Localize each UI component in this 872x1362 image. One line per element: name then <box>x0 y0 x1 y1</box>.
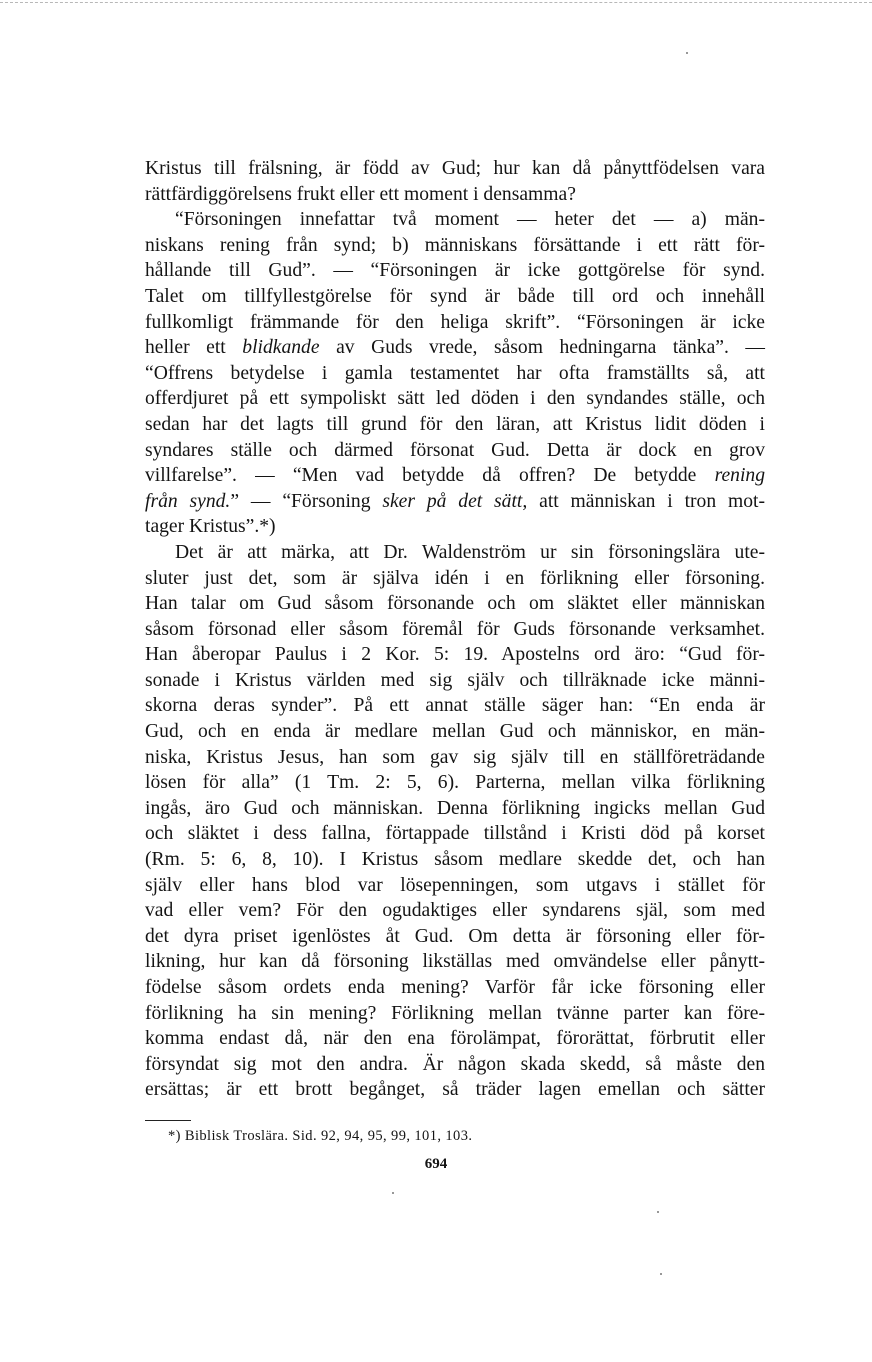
text-run: av Guds vrede, såsom hedningarna tänka”. — <box>319 337 765 359</box>
text-run: fullkomligt främmande för den heliga skrift”. “Försoningen är icke <box>145 311 765 333</box>
text-run: Det är att märka, att Dr. Waldenström ur sin försoningslära ute- <box>175 541 765 563</box>
text-run: rättfärdiggörelsens frukt eller ett moment i densamma? <box>145 183 576 205</box>
text-line <box>145 335 765 361</box>
text-run: ” — “Försoning <box>230 490 383 512</box>
text-line <box>145 745 765 771</box>
footnote: *) Biblisk Troslära. Sid. 92, 94, 95, 99, 101, 103. <box>168 1128 473 1144</box>
text-run: niskans rening från synd; b) människans försättande i ett rätt för- <box>145 234 765 256</box>
text-run: Kristus till frälsning, är född av Gud; hur kan då pånyttfödelsen vara <box>145 158 765 179</box>
text-run: komma endast då, när den ena förolämpat, förorättat, förbrutit eller <box>145 1028 765 1050</box>
text-run: skorna deras synder”. På ett annat ställe säger han: “En enda är <box>145 695 765 717</box>
text-run: och släktet i dess fallna, förtappade tillstånd i Kristi död på korset <box>145 823 765 845</box>
text-line <box>145 156 765 182</box>
italic-text: blidkande <box>242 337 320 359</box>
text-run: såsom försonad eller såsom föremål för Guds försonande verksamhet. <box>145 618 765 640</box>
text-run: heller ett <box>145 337 243 359</box>
text-run: offerdjuret på ett sympoliskt sätt led döden i den syndandes ställe, och <box>145 388 765 410</box>
italic-text: rening <box>714 465 765 487</box>
text-line <box>145 642 765 668</box>
text-line <box>145 489 765 515</box>
text-run: tager Kristus”.*) <box>145 516 276 538</box>
text-line <box>145 1052 765 1078</box>
text-line <box>145 924 765 950</box>
text-run: det dyra priset igenlöstes åt Gud. Om detta är försoning eller för- <box>145 925 765 947</box>
text-run: ersättas; är ett brott begånget, så träder lagen emellan och sätter <box>145 1079 765 1101</box>
text-run: sluter just det, som är själva idén i en förlikning eller försoning. <box>145 567 765 589</box>
text-line <box>145 540 765 566</box>
text-run: niska, Kristus Jesus, han som gav sig själv till en ställföreträdande <box>145 746 765 768</box>
text-run: sedan har det lagts till grund för den läran, att Kristus lidit döden i <box>145 413 765 435</box>
text-line <box>145 719 765 745</box>
text-run: villfarelse”. — “Men vad betydde då offren? De betydde <box>145 465 715 487</box>
text-run: (Rm. 5: 6, 8, 10). I Kristus såsom medlare skedde det, och han <box>145 849 765 871</box>
text-line <box>145 975 765 1001</box>
text-line <box>145 463 765 489</box>
text-line <box>145 1026 765 1052</box>
text-run: födelse såsom ordets enda mening? Varför får icke försoning eller <box>145 977 765 998</box>
text-line <box>145 361 765 387</box>
text-line <box>145 847 765 873</box>
text-line <box>145 514 765 540</box>
text-line <box>145 566 765 592</box>
text-run: Gud, och en enda är medlare mellan Gud och människor, en män- <box>145 721 765 743</box>
text-line <box>145 617 765 643</box>
text-run: Talet om tillfyllestgörelse för synd är både till ord och innehåll <box>145 285 765 307</box>
text-run: syndares ställe och därmed försonat Gud. Detta är dock en grov <box>145 439 765 461</box>
text-run: lösen för alla” (1 Tm. 2: 5, 6). Parterna, mellan vilka förlikning <box>145 772 765 794</box>
text-line <box>145 1001 765 1027</box>
text-line <box>145 386 765 412</box>
text-run: “Försoningen innefattar två moment — heter det — a) män- <box>175 209 765 231</box>
text-run: hållande till Gud”. — “Försoningen är icke gottgörelse för synd. <box>145 260 765 282</box>
text-run: Han åberopar Paulus i 2 Kor. 5: 19. Apostelns ord äro: “Gud för- <box>145 644 765 666</box>
italic-text: från synd. <box>145 490 231 512</box>
text-line <box>145 233 765 259</box>
text-line <box>145 438 765 464</box>
scan-speck <box>392 1192 394 1194</box>
text-line <box>145 873 765 899</box>
body-text <box>145 156 765 1103</box>
text-line <box>145 310 765 336</box>
footnote-rule <box>145 1120 191 1121</box>
italic-text: sker på det sätt, <box>382 490 528 512</box>
text-line <box>145 207 765 233</box>
text-run: sonade i Kristus världen med sig själv och tillräknade icke männi- <box>145 669 765 691</box>
text-run: försyndat sig mot den andra. Är någon skada skedd, så måste den <box>145 1053 765 1075</box>
text-run: vad eller vem? För den ogudaktiges eller syndarens själ, som med <box>145 900 765 922</box>
scan-speck <box>657 1211 659 1213</box>
scan-speck <box>660 1273 662 1275</box>
text-line <box>145 949 765 975</box>
text-run: förlikning ha sin mening? Förlikning mellan tvänne parter kan före- <box>145 1002 765 1024</box>
scan-speck <box>686 52 688 54</box>
text-line <box>145 591 765 617</box>
text-run: likning, hur kan då försoning likställas med omvändelse eller pånytt- <box>145 951 765 973</box>
text-line <box>145 412 765 438</box>
text-line <box>145 693 765 719</box>
text-run: ingås, äro Gud och människan. Denna förlikning ingicks mellan Gud <box>145 797 765 819</box>
text-line <box>145 796 765 822</box>
page-number: 694 <box>424 1156 448 1172</box>
text-run: att människan i tron mot- <box>527 490 766 512</box>
text-line <box>145 182 765 208</box>
text-line <box>145 284 765 310</box>
text-line <box>145 1077 765 1103</box>
text-line <box>145 770 765 796</box>
text-run: “Offrens betydelse i gamla testamentet har ofta framställts så, att <box>145 362 765 384</box>
top-edge-rule <box>0 2 872 3</box>
text-line <box>145 898 765 924</box>
text-run: själv eller hans blod var lösepenningen, som utgavs i stället för <box>145 874 765 896</box>
text-line <box>145 258 765 284</box>
text-line <box>145 821 765 847</box>
text-run: Han talar om Gud såsom försonande och om släktet eller människan <box>145 593 765 615</box>
text-line <box>145 668 765 694</box>
